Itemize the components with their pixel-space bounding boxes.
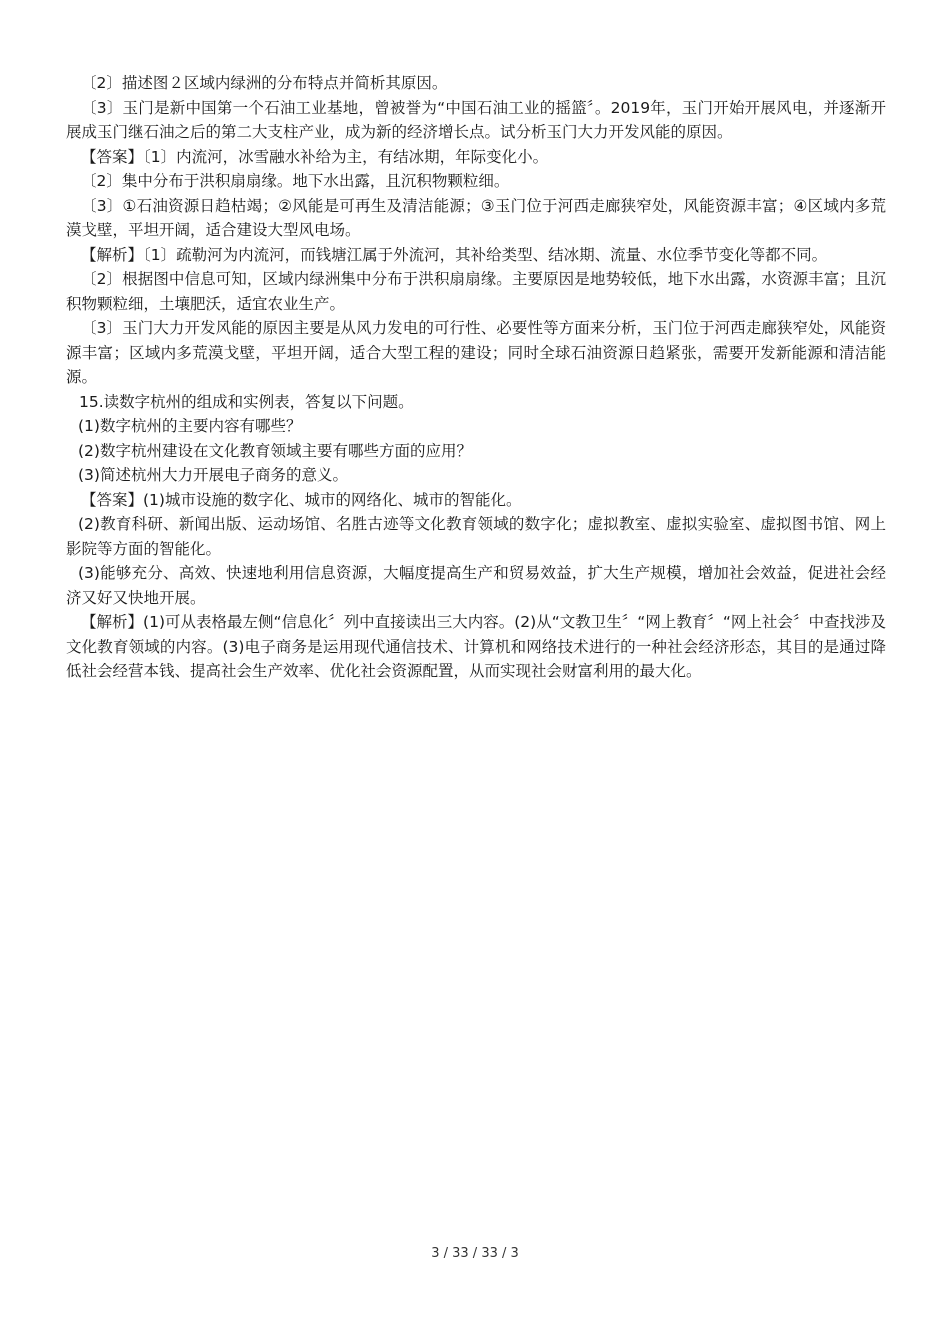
- explanation-14-part-2: 〔2〕根据图中信息可知，区域内绿洲集中分布于洪积扇扇缘。主要原因是地势较低，地下水出露，水资源丰富；且沉积物颗粒细，土壤肥沃，适宜农业生产。: [66, 270, 886, 313]
- question-14-part-2: 〔2〕描述图２区域内绿洲的分布特点并简析其原因。: [81, 74, 448, 92]
- answer-14-part-2: 〔2〕集中分布于洪积扇扇缘。地下水出露，且沉积物颗粒细。: [81, 172, 510, 190]
- page-number-footer: 3 / 33 / 33 / 3: [431, 1246, 519, 1261]
- question-14-part-3: 〔3〕玉门是新中国第一个石油工业基地，曾被誉为“中国石油工业的摇篮〞。2019年，玉门开始开展风电，并逐渐开展成玉门继石油之后的第二大支柱产业，成为新的经济增长点。试分析玉门大力开发风能的原因。: [66, 98, 886, 141]
- answer-14-part-1: 【答案】〔1〕内流河，冰雪融水补给为主，有结冰期，年际变化小。: [81, 147, 549, 166]
- question-15-part-1: (1)数字杭州的主要内容有哪些？: [78, 417, 302, 435]
- explanation-14-part-3: 〔3〕玉门大力开发风能的原因主要是从风力发电的可行性、必要性等方面来分析，玉门位于河西走廊狭窄处，风能资源丰富；区域内多荒漠戈壁，平坦开阔，适合大型工程的建设；同时全球石油资源日趋紧张，需要开发新能源和清洁能源。: [66, 319, 886, 386]
- question-15-part-3: (3)简述杭州大力开展电子商务的意义。: [78, 466, 348, 484]
- answer-15-part-1: 【答案】(1)城市设施的数字化、城市的网络化、城市的智能化。: [81, 490, 522, 509]
- explanation-14-part-1: 【解析】〔1〕疏勒河为内流河，而钱塘江属于外流河，其补给类型、结冰期、流量、水位季节变化等都不同。: [81, 245, 828, 264]
- document-body: [66, 71, 886, 684]
- question-15-part-2: (2)数字杭州建设在文化教育领域主要有哪些方面的应用？: [78, 441, 472, 460]
- answer-15-part-3: (3)能够充分、高效、快速地利用信息资源，大幅度提高生产和贸易效益，扩大生产规模，增加社会效益，促进社会经济又好又快地开展。: [66, 564, 886, 607]
- answer-14-part-3: 〔3〕①石油资源日趋枯竭；②风能是可再生及清洁能源；③玉门位于河西走廊狭窄处，风能资源丰富；④区域内多荒漠戈壁，平坦开阔，适合建设大型风电场。: [66, 196, 886, 239]
- question-15: 15.读数字杭州的组成和实例表，答复以下问题。: [79, 392, 414, 411]
- answer-15-part-2: (2)教育科研、新闻出版、运动场馆、名胜古迹等文化教育领域的数字化；虚拟教室、虚拟实验室、虚拟图书馆、网上影院等方面的智能化。: [66, 515, 886, 558]
- explanation-15: 【解析】(1)可从表格最左侧“信息化〞列中直接读出三大内容。(2)从“文教卫生〞“网上教育〞“网上社会〞中查找涉及文化教育领域的内容。(3)电子商务是运用现代通信技术、计算机和网络技术进行的一种社会经济形态，其目的是通过降低社会经营本钱、提高社会生产效率、优化社会资源配置，从而实现社会财富利用的最大化。: [66, 613, 886, 680]
